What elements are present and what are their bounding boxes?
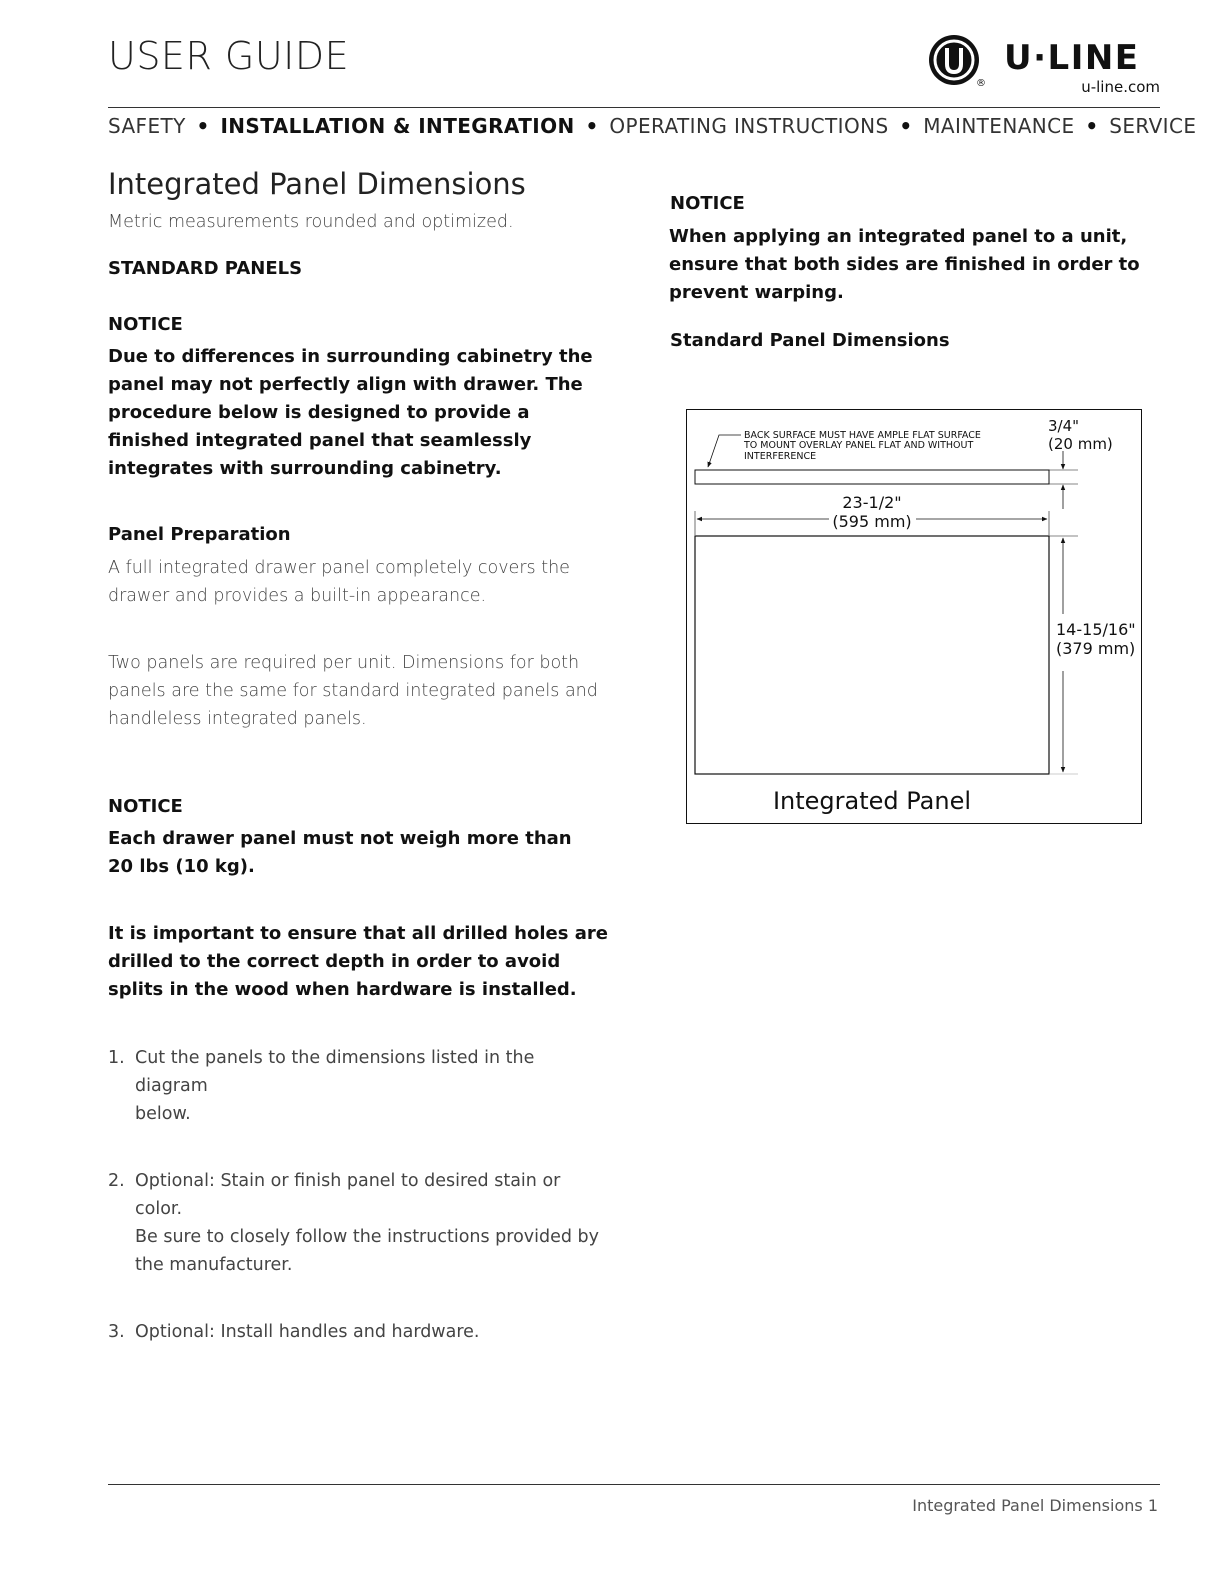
thickness-metric: (20 mm) <box>1048 435 1113 453</box>
notice-cabinetry-text: Due to differences in surrounding cabinetry the panel may not perfectly align with drawer. The procedure below is designed to provide a finished integrated panel that seamlessly integrates with surrounding cabinetry. <box>108 346 593 479</box>
brand-logo <box>928 34 1160 98</box>
list-item: 3. Optional: Install handles and hardware. <box>108 1322 480 1342</box>
panel-edge-view <box>695 470 1049 484</box>
instruction-steps <box>108 1044 608 1385</box>
registered-mark: ® <box>976 78 986 89</box>
notice-warping-text: When applying an integrated panel to a unit, ensure that both sides are finished in order to prevent warping. <box>669 226 1140 303</box>
notice-label: NOTICE <box>670 193 745 214</box>
prep-paragraph-1: A full integrated drawer panel completely covers the drawer and provides a built-in appearance. <box>108 558 570 606</box>
diagram-caption: Integrated Panel <box>772 787 972 815</box>
nav-separator: • <box>585 114 599 138</box>
page-footer-label: Integrated Panel Dimensions 1 <box>912 1496 1158 1515</box>
thickness-imperial: 3/4" <box>1048 417 1080 435</box>
prep-paragraph-2: Two panels are required per unit. Dimensions for both panels are the same for standard integrated panels and handleless integrated panels. <box>108 653 598 729</box>
nav-item-operating[interactable]: OPERATING INSTRUCTIONS <box>609 114 889 138</box>
document-title: USER GUIDE <box>108 34 350 78</box>
nav-item-installation[interactable]: INSTALLATION & INTEGRATION <box>220 114 575 138</box>
section-title: STANDARD PANELS <box>108 258 303 279</box>
notice-label: NOTICE <box>108 314 183 335</box>
notice-weight-text: Each drawer panel must not weigh more than 20 lbs (10 kg). <box>108 828 572 877</box>
header-divider <box>108 107 1160 108</box>
panel-preparation-heading: Panel Preparation <box>108 524 291 545</box>
list-item: 2. Optional: Stain or finish panel to desired stain or color. Be sure to closely follow the instructions provided by the manufacturer. <box>108 1171 600 1275</box>
width-metric: (595 mm) <box>832 512 912 531</box>
uline-logo-icon <box>928 34 980 86</box>
brand-url[interactable]: u-line.com <box>1081 78 1160 96</box>
list-item: 1. Cut the panels to the dimensions listed in the diagram below. <box>108 1048 535 1124</box>
callout-line-1: BACK SURFACE MUST HAVE AMPLE FLAT SURFACE <box>744 430 981 441</box>
panel-dimensions-diagram <box>686 409 1142 824</box>
callout-line-3: INTERFERENCE <box>744 451 817 462</box>
width-imperial: 23-1/2" <box>842 493 902 512</box>
brand-name: U·LINE <box>1004 38 1140 78</box>
drilling-warning: It is important to ensure that all drilled holes are drilled to the correct depth in order to avoid splits in the wood when hardware is installed. <box>108 923 608 1000</box>
footer-divider <box>108 1484 1160 1485</box>
height-imperial: 14-15/16" <box>1056 620 1136 639</box>
nav-item-safety[interactable]: SAFETY <box>108 114 186 138</box>
diagram-title: Standard Panel Dimensions <box>670 330 950 351</box>
nav-item-maintenance[interactable]: MAINTENANCE <box>923 114 1075 138</box>
height-metric: (379 mm) <box>1056 639 1136 658</box>
page-heading: Integrated Panel Dimensions <box>108 167 526 201</box>
panel-face <box>695 536 1049 774</box>
callout-line-2: TO MOUNT OVERLAY PANEL FLAT AND WITHOUT <box>744 440 974 451</box>
notice-label: NOTICE <box>108 796 183 817</box>
nav-item-service[interactable]: SERVICE <box>1109 114 1197 138</box>
nav-separator: • <box>1085 114 1099 138</box>
section-nav <box>108 114 1197 138</box>
nav-separator: • <box>899 114 913 138</box>
nav-separator: • <box>196 114 210 138</box>
metric-note: Metric measurements rounded and optimized. <box>108 212 514 232</box>
